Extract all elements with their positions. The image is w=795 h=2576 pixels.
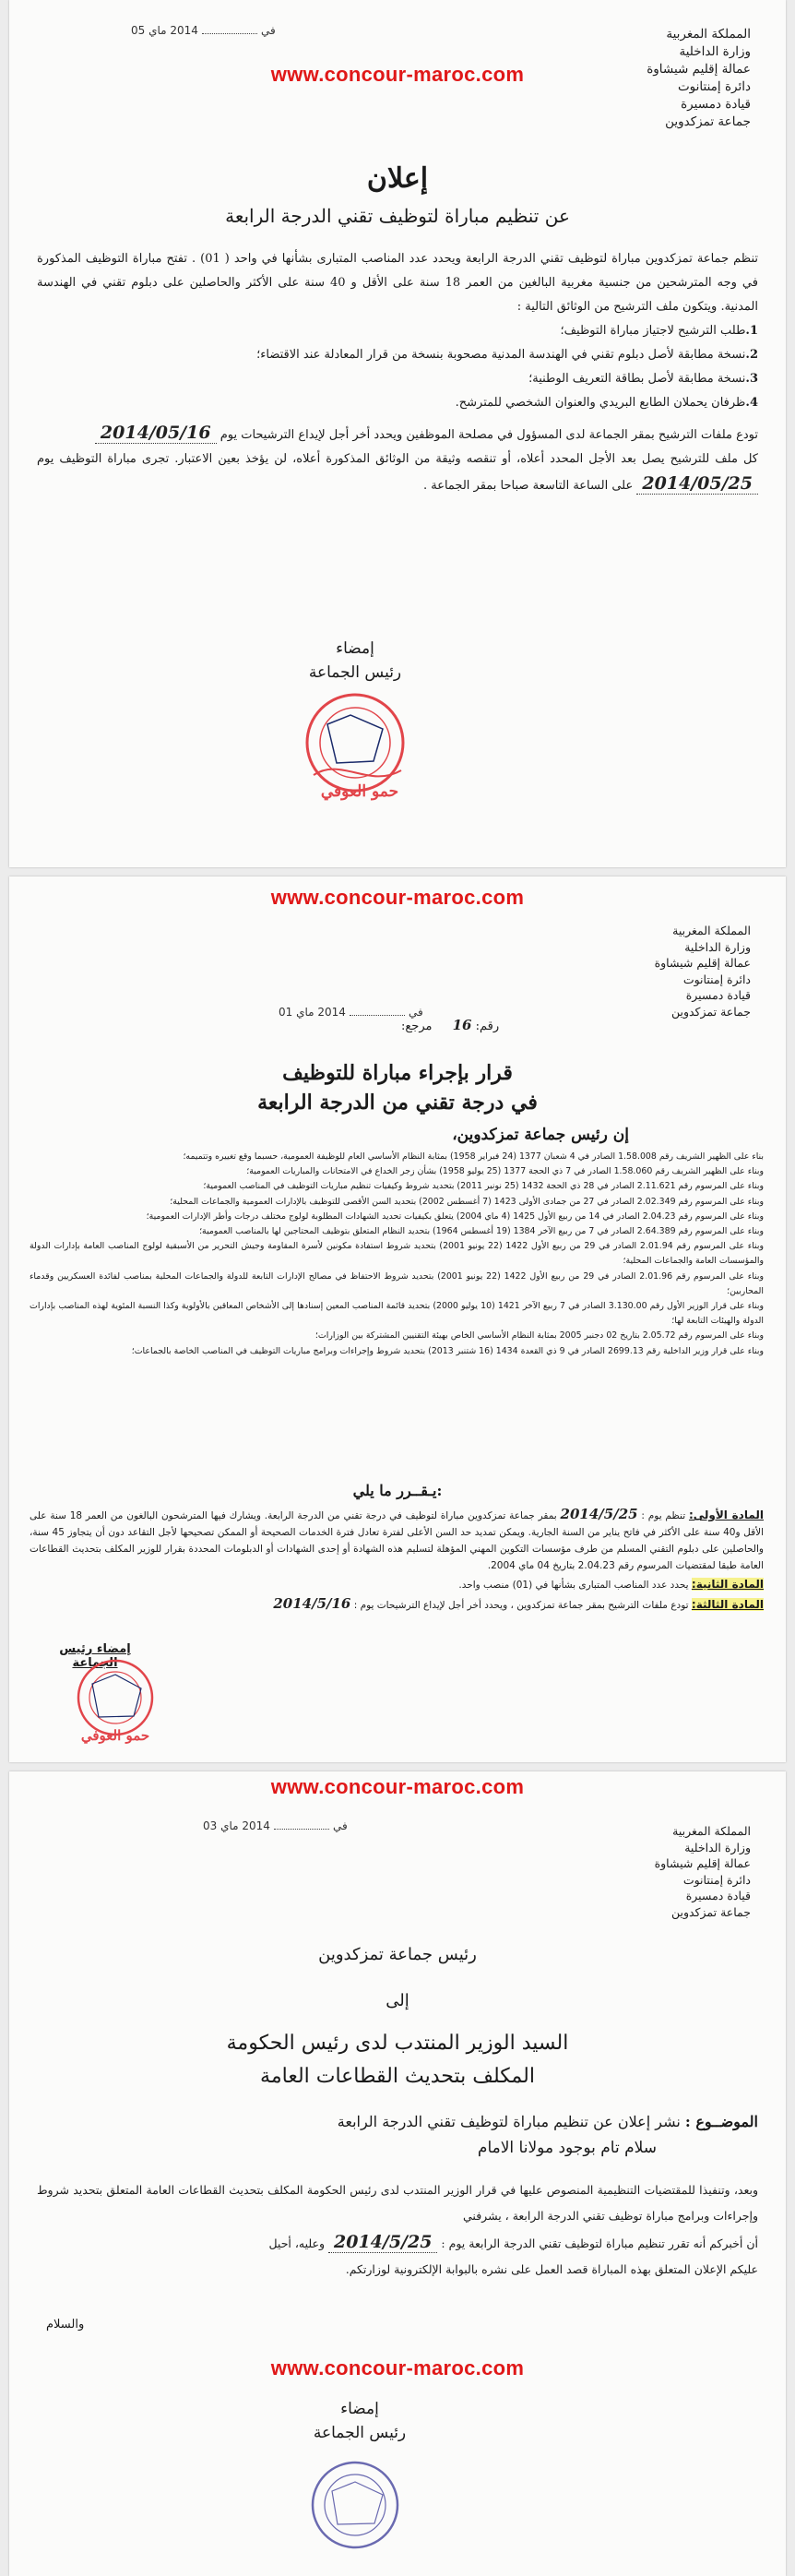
letter-to: إلى [386, 1991, 409, 2010]
watermark-link[interactable]: www.concour-maroc.com [270, 1775, 525, 1798]
consideration-item: وبناء على المرسوم رقم 2.01.96 الصادر في 29 من ربيع الأول 1422 (22 يونيو 2001) بتحديد شروط الاحتفاظ في مصالح الإدارات التابعة للدولة والجماعات المحلية بمناصب لفائدة العسكريين وقدماء المحاربين؛ [30, 1270, 765, 1296]
exam-date: 2014/05/25 [636, 473, 758, 495]
official-stamp [295, 2454, 415, 2556]
considerations-list [30, 1150, 764, 1359]
watermark-link[interactable]: www.concour-maroc.com [270, 886, 525, 909]
late-paragraph: كل ملف للترشيح يصل بعد الأجل المحدد أعلاه، أو تنقصه وثيقة من الوثائق المذكورة أعلاه، لن يؤخذ بعين الاعتبار. تجرى مباراة التوظيف يوم 2014/05/25 على الساعة التاسعة صباحا بمقر الجماعة . [37, 452, 758, 494]
header-line: عمالة إقليم شيشاوة [647, 62, 751, 77]
header-line: جماعة تمزكدوين [665, 114, 751, 129]
decision-page [9, 877, 786, 1762]
deposit-paragraph: تودع ملفات الترشيح بمقر الجماعة لدى المسؤول في مصلحة الموظفين ويحدد أخر أجل لإيداع الترشيحات يوم 2014/05/16 [37, 421, 758, 447]
header-line: دائرة إمنتانوت [682, 972, 751, 986]
condition-item: 1.طلب الترشيح لاجتياز مباراة التوظيف؛ [560, 324, 758, 338]
header-line: وزارة الداخلية [684, 1840, 751, 1854]
header-line: جماعة تمزكدوين [670, 1904, 751, 1919]
page-subtitle: عن تنظيم مباراة لتوظيف تقني الدرجة الرابعة [225, 205, 570, 227]
header-line: جماعة تمزكدوين [670, 1004, 751, 1019]
header-line: المملكة المغربية [672, 1824, 751, 1838]
watermark-link[interactable]: www.concour-maroc.com [270, 2356, 525, 2379]
header-line: وزارة الداخلية [684, 939, 751, 954]
letter-subject: الموضــوع : نشر إعلان عن تنظيم مباراة لتوظيف تقني الدرجة الرابعة [337, 2113, 758, 2130]
letter-greeting: سلام تام بوجود مولانا الامام [477, 2139, 657, 2157]
watermark-link[interactable]: www.concour-maroc.com [270, 63, 525, 86]
header-line: قيادة دمسيرة [685, 1889, 751, 1902]
consideration-item: وبناء على المرسوم رقم 2.02.349 الصادر في 27 من جمادى الأولى 1423 (7 أغسطس 2002) بتحديد السن الأقصى للتوظيف بالإدارات العمومية والجماعات المحلية؛ [170, 1196, 764, 1207]
announcement-page [9, 0, 786, 867]
letter-closing: والسلام [46, 2318, 85, 2332]
article-3: المادة الثالثة: تودع ملفات الترشيح بمقر جماعة تمزكدوين ، ويحدد أخر أجل لإيداع الترشيحات يوم : 2014/5/16 [273, 1595, 764, 1612]
condition-item: 2.نسخة مطابقة لأصل دبلوم تقني في الهندسة المدنية مصحوبة بنسخة من قرار المعادلة عند الاقتضاء؛ [256, 348, 758, 362]
signature-block: إمضاء رئيس الجماعة [313, 2400, 407, 2442]
document-date [131, 24, 276, 37]
consideration-item: وبناء على المرسوم رقم 2.11.621 الصادر في 28 ذي الحجة 1432 (25 نونبر 2011) بتحديد شروط وكيفيات تنظيم مباريات التوظيف في المناصب العمومية؛ [203, 1181, 764, 1192]
decision-subtitle: في درجة تقني من الدرجة الرابعة [257, 1091, 538, 1115]
condition-item: 3.نسخة مطابقة لأصل بطاقة التعريف الوطنية؛ [528, 372, 758, 386]
header-line: عمالة إقليم شيشاوة [654, 1856, 751, 1870]
signature-label: إمضاء رئيس الجماعة [59, 1642, 131, 1670]
header-line: قيادة دمسيرة [685, 988, 751, 1002]
document-date: في2014 ماي 01 [279, 1006, 423, 1019]
stamp-signature: حمو العوفي [320, 782, 399, 801]
article-1-date: 2014/5/25 [560, 1506, 638, 1522]
date-value: 2014 ماي 05 [131, 24, 198, 37]
header-line: عمالة إقليم شيشاوة [654, 956, 751, 970]
letter-recipient: السيد الوزير المنتدب لدى رئيس الحكومة [226, 2032, 569, 2055]
official-stamp [286, 687, 424, 826]
intro-paragraph: تنظم جماعة تمزكدوين مباراة لتوظيف تقني الدرجة الرابعة ويحدد عدد المناصب المتبارى بشأنها في واحد ( 01) . تفتح مباراة التوظيف المذكورة في وجه المترشحين من جنسية مغربية البالغين من العمر 18 سنة على الأقل و 40 سنة على الأكثر والحاصلين على دبلوم تقني في الهندسة المدنية. ويتكون ملف الترشيح من الوثائق التالية : [37, 252, 758, 314]
reference-number: رقم: 16 مرجع: [401, 1017, 500, 1033]
condition-item: 4.ظرفان يحملان الطابع البريدي والعنوان الشخصي للمترشح. [455, 396, 758, 410]
decide-heading: يـقــرر ما يلي: [352, 1482, 443, 1499]
letter-page [9, 1771, 786, 2576]
articles [30, 1506, 764, 1616]
consideration-item: وبناء على المرسوم رقم 2.64.389 الصادر في 7 من ربيع الآخر 1384 (19 أغسطس 1964) بتحديد النظام المتعلق بتوظيف المحتاجين لها بالمناصب العمومية؛ [199, 1226, 764, 1237]
consideration-item: وبناء على المرسوم رقم 2.04.23 الصادر في 14 من ربيع الأول 1425 (4 ماي 2004) يتعلق بكيفيات تحديد الشهادات المطلوبة لولوج مختلف درجات وأطر الإدارات العمومية؛ [146, 1210, 764, 1222]
signature-block: إمضاء رئيس الجماعة [308, 639, 402, 682]
consideration-item: وبناء على الظهير الشريف رقم 1.58.060 الصادر في 7 ذي الحجة 1377 (25 يوليو 1958) بشأن زجر الخداع في الامتحانات والمباريات العمومية؛ [246, 1166, 764, 1177]
article-1: المادة الأولى: تنظم يوم : 2014/5/25 بمقر جماعة تمزكدوين مباراة لتوظيف في درجة تقني من الدرجة الرابعة. ويشارك فيها المترشحون البالغون من العمر 18 سنة على الأقل و40 سنة على الأكثر في فاتح يناير من السنة الجارية. ويمكن تمديد حد السن الأعلى لفترة تعادل فترة الخدمات الصحيحة أو الممكن تصحيحها لأجل التقاعد دون أن يتجاوز 45 سنة، والحاصلين على دبلوم التقني المسلم من طرف مؤسسات التكوين المهني المؤهلة لتسليم هذه الشهادة أو إحدى الشهادات أو الدبلومات المحددة بقرار للوزير المكلف بتحديث القطاعات العامة طبقا لمقتضيات المرسوم رقم 2.04.23 بتاريخ 04 ماي 2004. [30, 1506, 764, 1571]
document-date: في2014 ماي 03 [203, 1819, 348, 1832]
header-line: دائرة إمنتانوت [677, 79, 751, 94]
announcement-body [37, 247, 758, 498]
date-prefix: في [260, 24, 276, 37]
article-2: المادة الثانية: يحدد عدد المناصب المتبارى بشأنها في (01) منصب واحد. [458, 1578, 764, 1591]
header-line: المملكة المغربية [672, 924, 751, 937]
header-line: دائرة إمنتانوت [682, 1872, 751, 1887]
letter-recipient-office: المكلف بتحديث القطاعات العامة [260, 2065, 535, 2088]
letter-exam-date: 2014/5/25 [328, 2232, 437, 2253]
stamp-signature: حمو العوفي [80, 1727, 150, 1744]
official-header [548, 923, 751, 1020]
article-3-date: 2014/5/16 [273, 1595, 351, 1612]
decision-title: قرار بإجراء مباراة للتوظيف [282, 1061, 513, 1085]
consideration-item: وبناء على المرسوم رقم 2.05.72 بتاريخ 02 دجنبر 2005 بمثابة النظام الأساسي الخاص بهيئة التقنيين المشتركة بين الوزارات؛ [314, 1330, 764, 1342]
header-line: قيادة دمسيرة [681, 97, 751, 112]
consideration-item: وبناء على قرار الوزير الأول رقم 3.130.00 الصادر في 7 ربيع الآخر 1421 (10 يوليو 2000) بتحديد قائمة المناصب المعين إسنادها إلى الأشخاص المعاقين بالأولوية وكذا النسبة المئوية لهذه المناصب بإدارات الدولة والهيئات التابعة لها؛ [30, 1301, 765, 1327]
consideration-item: وبناء على المرسوم رقم 2.01.94 الصادر في 29 من ربيع الأول 1422 (22 يونيو 2001) بتحديد شروط استفادة مكونين لأسرة المقاومة وجيش التحرير من الأسبقية لولوج المناصب العامة بإدارات الدولة والمؤسسات العامة والجماعات المحلية؛ [30, 1241, 765, 1267]
consideration-item: بناء على الظهير الشريف رقم 1.58.008 الصادر في 4 شعبان 1377 (24 فبراير 1958) بمثابة النظام الأساسي العام للوظيفة العمومية، حسبما وقع تغييره وتتميمه؛ [183, 1151, 764, 1162]
header-line: وزارة الداخلية [679, 44, 751, 59]
deposit-date: 2014/05/16 [95, 423, 217, 444]
letter-body: وبعد، وتنفيذا للمقتضيات التنظيمية المنصوص عليها في قرار الوزير المنتدب لدى رئيس الحكومة المكلف بتحديث القطاعات العامة المتعلق بتحديد شروط وإجراءات وبرامج مباراة توظيف تقني الدرجة الرابعة ، يشرفني أن أخبركم أنه تقرر تنظيم مباراة لتوظيف تقني الدرجة الرابعة يوم : 2014/5/25 وعليه، أحيل عليكم الإعلان المتعلق بهذه المباراة قصد العمل على نشره بالبوابة الإلكترونية لوزارتكم. [37, 2183, 758, 2276]
header-line: المملكة المغربية [666, 27, 751, 42]
president-line: إن رئيس جماعة تمزكدوين، [452, 1126, 629, 1144]
letter-sender: رئيس جماعة تمزكدوين [318, 1945, 477, 1964]
official-header [548, 1823, 751, 1920]
page-title: إعلان [366, 162, 429, 195]
consideration-item: وبناء على قرار وزير الداخلية رقم 2699.13 الصادر في 9 ذي القعدة 1434 (16 شتنبر 2013) بتحديد شروط وإجراءات وبرامج مباريات التوظيف في المناصب الخاصة بالجماعات؛ [131, 1345, 764, 1356]
